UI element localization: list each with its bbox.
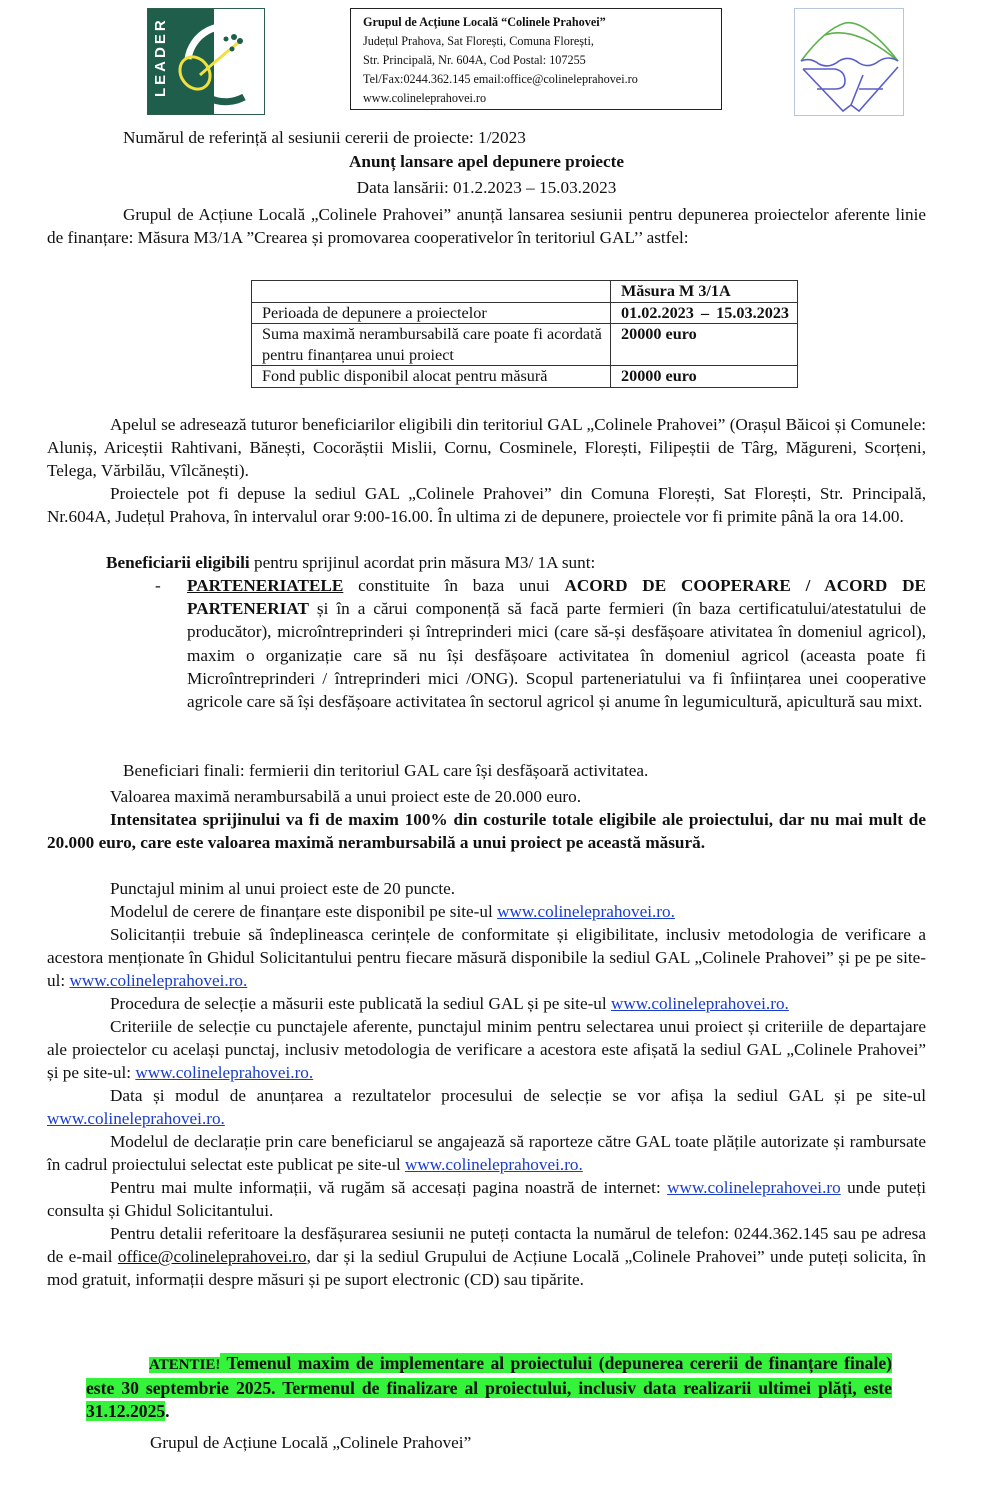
- reference-number: Numărul de referință al sesiunii cererii de proiecte: 1/2023: [123, 128, 526, 147]
- website-link[interactable]: www.colineleprahovei.ro.: [135, 1063, 314, 1083]
- table-cell: Suma maximă nerambursabilă care poate fi acordată pentru finanțarea unui proiect: [252, 324, 611, 366]
- warning-text: Temenul maxim de implementare al proiectului (depunerea cererii de finanțare finale) este 30 septembrie 2025. Termenul de finalizare al proiectului, inclusiv data realizarii ultimei plăți, este 31.12.2025: [86, 1353, 892, 1422]
- paragraph-text: unde puteți consulta și Ghidul Solicitantului.: [47, 1178, 926, 1221]
- apel-paragraph: Apelul se adresează tuturor beneficiarilor eligibili din teritoriul GAL „Colinele Prahovei” (Orașul Băicoi și Comunele: Aluniș, Ariceștii Rahtivani, Bănești, Cocorăștii Mislii, Cornu, Cosminele, Florești, Filipeștii de Târg, Măgureni, Scorțeni, Telega, Vărbilău, Vîlcănești).: [47, 415, 926, 481]
- list-item: [155, 574, 926, 713]
- table-header-row: [252, 281, 798, 303]
- warning-label: ATENTIE!: [149, 1357, 221, 1373]
- valoare-maxima: Valoarea maximă nerambursabilă a unui proiect este de 20.000 euro.: [110, 787, 582, 806]
- hills-logo-icon: [795, 9, 903, 115]
- website-link[interactable]: www.colineleprahovei.ro.: [497, 902, 675, 921]
- website-link[interactable]: www.colineleprahovei.ro: [667, 1178, 841, 1197]
- beneficiari-eligibili-paragraph: [106, 551, 926, 574]
- depunere-paragraph: Proiectele pot fi depuse la sediul GAL „Colinele Prahovei” din Comuna Florești, Sat Florești, Str. Principală, Nr.604A, Județul Prahova, în intervalul orar 9:00-16.00. În ultima zi de depunere, proiectele vor fi primite până la ora 14.00.: [47, 484, 926, 527]
- paragraph-text: Pentru mai multe informații, vă rugăm să accesați pagina noastră de internet:: [110, 1178, 668, 1197]
- beneficiari-finali: Beneficiari finali: fermierii din teritoriul GAL care își desfășoară activitatea.: [123, 761, 649, 780]
- list-text: constituite în baza unui: [343, 576, 565, 595]
- website-link[interactable]: www.colineleprahovei.ro.: [47, 1109, 225, 1129]
- paragraph-text: Solicitanții trebuie să îndeplineasca cerințele de conformitate și eligibilitate, inclusiv metodologia de verificare a acestora menționate în Ghidul Solicitantului pentru fiecare măsură disponibile la sediul GAL „Colinele Prahovei” și pe pe site-ul:: [47, 925, 926, 991]
- leader-logo: [147, 8, 265, 115]
- address-box: [350, 8, 722, 110]
- website-link[interactable]: www.colineleprahovei.ro.: [69, 971, 248, 991]
- table-row: [252, 366, 798, 388]
- model-cerere-paragraph: [110, 900, 926, 923]
- list-item-body: [187, 574, 926, 713]
- address-line: Str. Principală, Nr. 604A, Cod Postal: 107255: [363, 53, 586, 67]
- signature: Grupul de Acțiune Locală „Colinele Prahovei”: [150, 1433, 472, 1452]
- website-line: www.colineleprahovei.ro: [363, 91, 487, 105]
- launch-date: Data lansării: 01.2.2023 – 15.03.2023: [356, 178, 617, 197]
- table-cell: 20000 euro: [611, 366, 798, 388]
- svg-text:LEADER: LEADER: [152, 17, 169, 97]
- website-link[interactable]: www.colineleprahovei.ro.: [404, 1155, 583, 1175]
- contact-line: Tel/Fax:0244.362.145 email:office@colineleprahovei.ro: [363, 72, 638, 86]
- email-link[interactable]: office@colineleprahovei.ro: [117, 1247, 307, 1267]
- paragraph-text: Pentru detalii referitoare la desfășurarea sesiunii ne puteți contacta la numărul de telefon: 0244.362.145 sau pe adresa de e-mail: [47, 1224, 926, 1267]
- table-cell: 01.02.2023 – 15.03.2023: [611, 302, 798, 324]
- paragraph-text: Data și modul de anunțarea a rezultatelor procesului de selecție se vor afișa la sediul GAL și pe site-ul: [110, 1086, 926, 1105]
- org-name: Grupul de Acțiune Locală “Colinele Prahovei”: [363, 15, 606, 29]
- acord-label: ACORD DE COOPERARE / ACORD DE PARTENERIAT: [187, 576, 926, 619]
- paragraph-text: Procedura de selecție a măsurii este publicată la sediul GAL și pe site-ul: [110, 994, 611, 1013]
- table-row: [252, 302, 798, 324]
- intro-paragraph: Grupul de Acțiune Locală „Colinele Prahovei” anunță lansarea sesiunii pentru depunerea proiectelor aferente linie de finanțare: Măsura M3/1A ”Crearea și promovarea cooperativelor în teritoriul GAL’’ astfel:: [47, 205, 926, 248]
- page-title: Anunț lansare apel depunere proiecte: [348, 152, 624, 171]
- intensitate-paragraph: Intensitatea sprijinului va fi de maxim 100% din costurile totale eligibile ale proiectului, dar nu mai mult de 20.000 euro, care este valoarea maximă nerambursabilă a unui proiect pe această măsură.: [47, 810, 926, 853]
- table-cell: Fond public disponibil alocat pentru măsură: [252, 366, 611, 388]
- measure-table: [251, 280, 798, 388]
- declaratie-paragraph: [47, 1130, 926, 1176]
- table-row: [252, 324, 798, 366]
- beneficiari-label: Beneficiarii eligibili: [106, 553, 250, 572]
- colinele-prahovei-logo: [794, 8, 904, 116]
- website-link[interactable]: www.colineleprahovei.ro.: [610, 994, 789, 1013]
- paragraph-text: Modelul de declarație prin care beneficiarul se angajează să raporteze către GAL toate plățile autorizate și rambursate în cadrul proiectului selectat este publicat pe site-ul: [47, 1132, 926, 1175]
- table-cell: Perioada de depunere a proiectelor: [252, 302, 611, 324]
- parteneriatele-label: PARTENERIATELE: [187, 576, 344, 595]
- deadline-warning: [86, 1352, 892, 1424]
- table-cell: 20000 euro: [611, 324, 798, 366]
- contact-paragraph: [47, 1222, 926, 1292]
- leader-logo-icon: [148, 9, 264, 114]
- bullet-dash: -: [155, 576, 161, 595]
- procedura-paragraph: [110, 992, 926, 1015]
- criterii-paragraph: [47, 1015, 926, 1085]
- informatii-paragraph: [47, 1176, 926, 1222]
- table-header-cell: Măsura M 3/1A: [611, 281, 798, 303]
- paragraph-text: Criteriile de selecție cu punctajele aferente, punctajul minim pentru selectarea unui proiect și criteriile de departajare ale proiectelor cu același punctaj, inclusiv metodologia de verificare a acestora este afișată la sediul GAL „Colinele Prahovei” și pe site-ul:: [47, 1017, 926, 1083]
- solicitanti-paragraph: [47, 923, 926, 993]
- paragraph-text: , dar și la sediul Grupului de Acțiune Locală „Colinele Prahovei” unde puteți solicita, în mod gratuit, informații despre măsuri și pe suport electronic (CD) sau tipărite.: [47, 1247, 926, 1290]
- table-header-cell: [252, 281, 611, 303]
- paragraph-text: Modelul de cerere de finanțare este disponibil pe site-ul: [110, 902, 498, 921]
- warning-end: .: [165, 1401, 170, 1422]
- list-text: și în a cărui componență să facă parte fermieri (în baza certificatului/atestatului de producător), microîntreprinderi și întreprinderi mici (care să-și desfășoare ativitatea în domeniul agricol), maxim o organizație care să nu își desfășoare activitatea în domeniul agricol (aceasta poate fi Microîntreprinderi / întreprinderi mici /ONG). Scopul parteneriatului va fi înființarea unei cooperative agricole care să își desfășoare activitatea în sectorul agricol și anume în legumicultură, apicultură sau mixt.: [187, 599, 926, 712]
- beneficiari-text: pentru sprijinul acordat prin măsura M3/ 1A sunt:: [249, 553, 596, 572]
- punctaj-minim: Punctajul minim al unui proiect este de 20 puncte.: [110, 879, 456, 898]
- data-rezultate-paragraph: [47, 1084, 926, 1130]
- address-line: Județul Prahova, Sat Florești, Comuna Florești,: [363, 34, 594, 48]
